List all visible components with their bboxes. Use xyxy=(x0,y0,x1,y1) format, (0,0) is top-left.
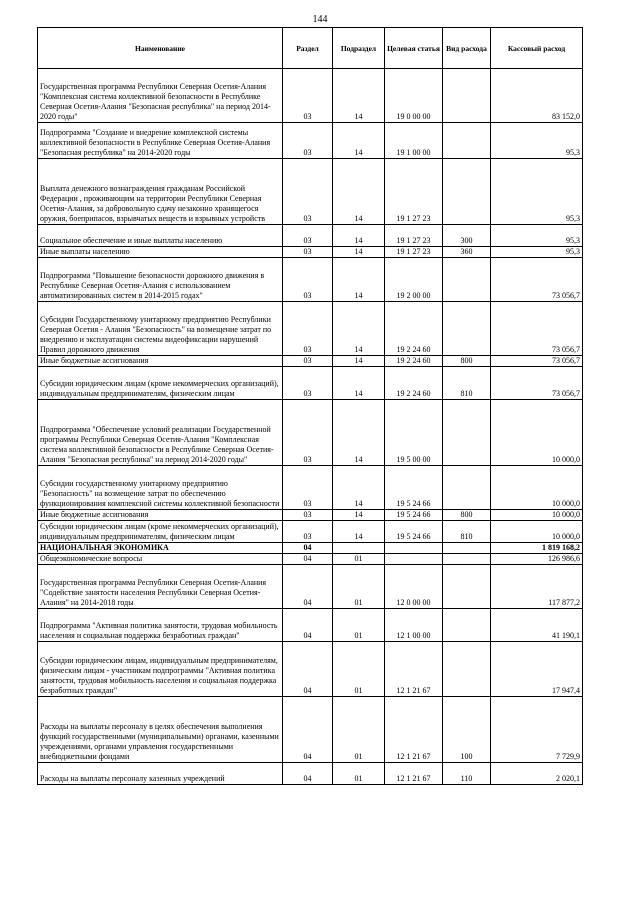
row-subsection: 01 xyxy=(333,565,385,609)
row-section: 04 xyxy=(283,642,333,697)
row-section: 03 xyxy=(283,521,333,543)
row-amount: 10 000,0 xyxy=(491,521,583,543)
header-target: Целевая статья xyxy=(385,28,443,69)
table-row xyxy=(38,554,583,565)
table-row xyxy=(38,543,583,554)
row-name: Иные бюджетные ассигнования xyxy=(38,510,283,521)
row-expense-type xyxy=(443,123,491,159)
row-subsection: 14 xyxy=(333,159,385,225)
row-amount: 95,3 xyxy=(491,225,583,247)
row-section: 03 xyxy=(283,510,333,521)
row-amount: 2 020,1 xyxy=(491,763,583,785)
row-subsection: 14 xyxy=(333,225,385,247)
row-target: 19 5 24 66 xyxy=(385,466,443,510)
row-amount: 95,3 xyxy=(491,159,583,225)
row-section: 03 xyxy=(283,123,333,159)
table-row xyxy=(38,69,583,123)
row-target xyxy=(385,543,443,554)
table-row xyxy=(38,763,583,785)
row-amount: 17 947,4 xyxy=(491,642,583,697)
row-subsection: 14 xyxy=(333,356,385,367)
row-expense-type xyxy=(443,69,491,123)
row-name: Государственная программа Республики Северная Осетия-Алания "Содействие занятости населения Республики Северная Осетия-Алания" на 2014-2018 годы xyxy=(38,565,283,609)
row-section: 03 xyxy=(283,69,333,123)
row-target: 19 2 24 60 xyxy=(385,367,443,400)
row-amount: 73 056,7 xyxy=(491,356,583,367)
row-target: 12 1 21 67 xyxy=(385,763,443,785)
row-subsection: 14 xyxy=(333,400,385,466)
row-target: 12 1 21 67 xyxy=(385,697,443,763)
row-expense-type xyxy=(443,642,491,697)
row-section: 03 xyxy=(283,225,333,247)
row-amount: 73 056,7 xyxy=(491,258,583,302)
row-expense-type: 800 xyxy=(443,356,491,367)
row-expense-type xyxy=(443,543,491,554)
row-name: Иные выплаты населению xyxy=(38,247,283,258)
row-expense-type xyxy=(443,159,491,225)
row-expense-type xyxy=(443,258,491,302)
row-expense-type xyxy=(443,554,491,565)
row-section: 03 xyxy=(283,466,333,510)
row-subsection: 01 xyxy=(333,763,385,785)
row-section: 03 xyxy=(283,400,333,466)
row-target: 19 0 00 00 xyxy=(385,69,443,123)
row-section: 04 xyxy=(283,543,333,554)
row-amount: 126 986,6 xyxy=(491,554,583,565)
row-section: 03 xyxy=(283,367,333,400)
row-name: Общеэкономические вопросы xyxy=(38,554,283,565)
row-name: Выплата денежного вознаграждения гражданам Российской Федерации , проживающим на территории Республики Северная Осетия-Алания, за добровольную сдачу незаконно хранящегося оружия, боеприпасов, взрывчатых веществ и взрывных устройств xyxy=(38,159,283,225)
row-subsection: 14 xyxy=(333,521,385,543)
row-subsection: 01 xyxy=(333,554,385,565)
budget-table xyxy=(37,27,583,785)
table-row xyxy=(38,123,583,159)
row-subsection: 01 xyxy=(333,642,385,697)
table-row xyxy=(38,302,583,356)
row-target: 19 2 00 00 xyxy=(385,258,443,302)
row-subsection xyxy=(333,543,385,554)
row-target: 12 1 21 67 xyxy=(385,642,443,697)
table-row xyxy=(38,247,583,258)
table-row xyxy=(38,225,583,247)
row-name: Подпрограмма "Создание и внедрение комплексной системы коллективной безопасности в Республике Северная Осетия-Алания "Безопасная республика" на 2014-2020 годы xyxy=(38,123,283,159)
row-subsection: 14 xyxy=(333,123,385,159)
row-expense-type: 810 xyxy=(443,367,491,400)
row-subsection: 14 xyxy=(333,247,385,258)
row-target: 12 0 00 00 xyxy=(385,565,443,609)
header-expense-type: Вид расхода xyxy=(443,28,491,69)
row-expense-type xyxy=(443,400,491,466)
row-subsection: 14 xyxy=(333,69,385,123)
row-target: 19 1 27 23 xyxy=(385,159,443,225)
row-amount: 95,3 xyxy=(491,123,583,159)
header-name: Наименование xyxy=(38,28,283,69)
row-name: НАЦИОНАЛЬНАЯ ЭКОНОМИКА xyxy=(38,543,283,554)
row-name: Субсидии юридическим лицам (кроме некоммерческих организаций), индивидуальным предпринимателям, физическим лицам xyxy=(38,521,283,543)
row-amount: 73 056,7 xyxy=(491,302,583,356)
table-row xyxy=(38,466,583,510)
row-expense-type xyxy=(443,466,491,510)
row-expense-type xyxy=(443,565,491,609)
row-name: Расходы на выплаты персоналу казенных учреждений xyxy=(38,763,283,785)
row-target: 19 5 24 66 xyxy=(385,521,443,543)
row-amount: 83 152,0 xyxy=(491,69,583,123)
table-row xyxy=(38,258,583,302)
row-name: Социальное обеспечение и иные выплаты населению xyxy=(38,225,283,247)
row-subsection: 14 xyxy=(333,466,385,510)
row-amount: 117 877,2 xyxy=(491,565,583,609)
row-expense-type: 300 xyxy=(443,225,491,247)
row-section: 03 xyxy=(283,258,333,302)
row-section: 04 xyxy=(283,554,333,565)
table-row xyxy=(38,565,583,609)
row-subsection: 01 xyxy=(333,609,385,642)
row-section: 04 xyxy=(283,763,333,785)
table-row xyxy=(38,697,583,763)
row-target: 19 1 27 23 xyxy=(385,247,443,258)
table-body xyxy=(38,69,583,785)
row-subsection: 14 xyxy=(333,302,385,356)
row-name: Иные бюджетные ассигнования xyxy=(38,356,283,367)
row-expense-type xyxy=(443,609,491,642)
header-row xyxy=(38,28,583,69)
row-section: 03 xyxy=(283,247,333,258)
page-number: 144 xyxy=(312,14,328,25)
row-expense-type: 810 xyxy=(443,521,491,543)
row-target: 19 2 24 60 xyxy=(385,302,443,356)
row-target: 19 2 24 60 xyxy=(385,356,443,367)
table-row xyxy=(38,159,583,225)
row-expense-type: 110 xyxy=(443,763,491,785)
row-name: Расходы на выплаты персоналу в целях обеспечения выполнения функций государственными (муниципальными) органами, казенными учреждениями, органами управления государственными внебюджетными фондами xyxy=(38,697,283,763)
row-amount: 41 190,1 xyxy=(491,609,583,642)
header-subsection: Подраздел xyxy=(333,28,385,69)
table-row xyxy=(38,510,583,521)
row-expense-type xyxy=(443,302,491,356)
row-name: Подпрограмма "Активная политика занятости, трудовая мобильность населения и социальная поддержка безработных граждан" xyxy=(38,609,283,642)
row-name: Субсидии юридическим лицам, индивидуальным предпринимателям, физическим лицам - участникам подпрограммы "Активная политика занятости, трудовая мобильность населения и социальная поддержка безработных граждан" xyxy=(38,642,283,697)
table-row xyxy=(38,609,583,642)
row-target: 12 1 00 00 xyxy=(385,609,443,642)
row-expense-type: 800 xyxy=(443,510,491,521)
row-expense-type: 360 xyxy=(443,247,491,258)
table-row xyxy=(38,367,583,400)
header-cash: Кассовый расход xyxy=(491,28,583,69)
row-section: 04 xyxy=(283,697,333,763)
row-target: 19 1 00 00 xyxy=(385,123,443,159)
row-subsection: 14 xyxy=(333,258,385,302)
row-target: 19 5 00 00 xyxy=(385,400,443,466)
row-amount: 10 000,0 xyxy=(491,400,583,466)
row-name: Государственная программа Республики Северная Осетия-Алания "Комплексная система коллективной безопасности в Республике Северная Осетия-Алания "Безопасная республика" на период 2014-2020 годы" xyxy=(38,69,283,123)
table-row xyxy=(38,521,583,543)
table-row xyxy=(38,642,583,697)
row-name: Субсидии государственному унитарному предприятию "Безопасность" на возмещение затрат по обеспечению функционирования комплексной системы коллективной безопасности xyxy=(38,466,283,510)
row-name: Субсидии юридическим лицам (кроме некоммерческих организаций), индивидуальным предпринимателям, физическим лицам xyxy=(38,367,283,400)
row-name: Подпрограмма "Повышение безопасности дорожного движения в Республике Северная Осетия-Алания с использованием автоматизированных систем в 2014-2015 годах" xyxy=(38,258,283,302)
row-name: Подпрограмма "Обеспечение условий реализации Государственной программы Республики Северная Осетия-Алания "Комплексная система коллективной безопасности в Республике Северная Осетия-Алания "Безопасная республика" на период 2014-2020 годы" xyxy=(38,400,283,466)
row-target: 19 1 27 23 xyxy=(385,225,443,247)
row-section: 04 xyxy=(283,609,333,642)
row-amount: 10 000,0 xyxy=(491,510,583,521)
row-amount: 10 000,0 xyxy=(491,466,583,510)
row-name: Субсидии Государственному унитарному предприятию Республики Северная Осетия - Алания "Безопасность" на возмещение затрат по внедрению и эксплуатации системы видеофиксации нарушений Правил дорожного движения xyxy=(38,302,283,356)
row-section: 03 xyxy=(283,302,333,356)
row-subsection: 01 xyxy=(333,697,385,763)
row-expense-type: 100 xyxy=(443,697,491,763)
row-subsection: 14 xyxy=(333,367,385,400)
row-amount: 73 056,7 xyxy=(491,367,583,400)
header-section: Раздел xyxy=(283,28,333,69)
row-section: 03 xyxy=(283,159,333,225)
row-amount: 95,3 xyxy=(491,247,583,258)
row-target: 19 5 24 66 xyxy=(385,510,443,521)
row-amount: 7 729,9 xyxy=(491,697,583,763)
table-row xyxy=(38,356,583,367)
row-section: 04 xyxy=(283,565,333,609)
row-subsection: 14 xyxy=(333,510,385,521)
row-target xyxy=(385,554,443,565)
table-row xyxy=(38,400,583,466)
row-section: 03 xyxy=(283,356,333,367)
row-amount: 1 819 168,2 xyxy=(491,543,583,554)
